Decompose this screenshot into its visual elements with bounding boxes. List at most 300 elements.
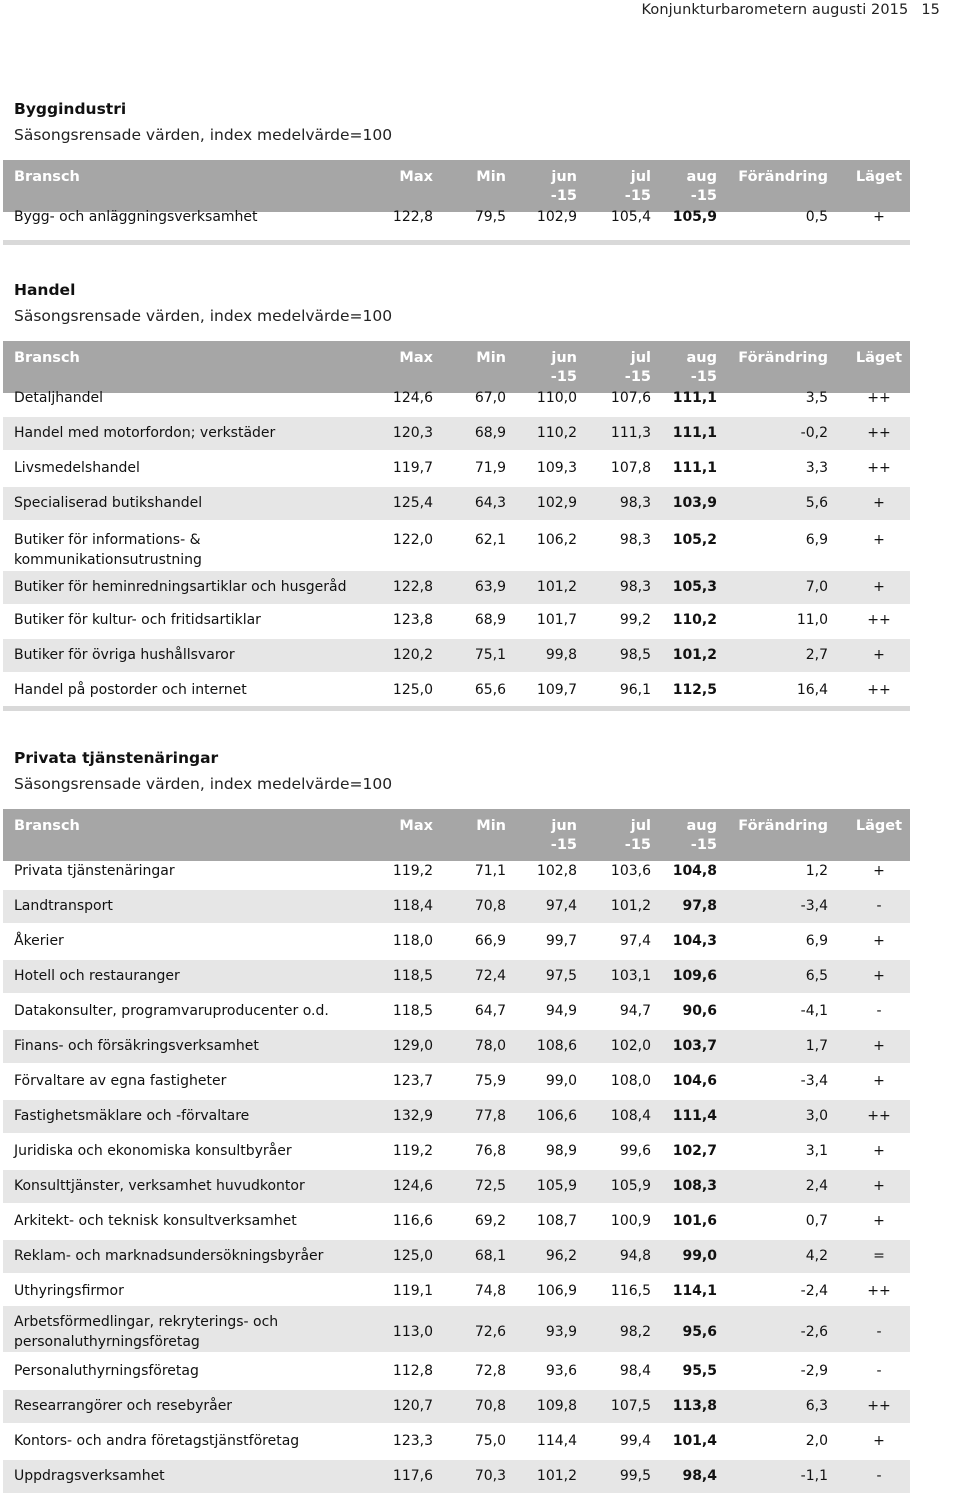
value-laget: ++ (867, 612, 891, 628)
branch-name-line: Researrangörer och resebyråer (14, 1398, 233, 1414)
value-max: 118,4 (392, 898, 433, 914)
value-jul: 98,3 (619, 532, 651, 548)
value-min: 66,9 (474, 933, 506, 949)
value-forandring: -1,1 (800, 1468, 828, 1484)
column-header-aug-year: -15 (690, 369, 717, 385)
branch-name (14, 896, 386, 916)
branch-name (14, 1396, 386, 1416)
table-row (3, 1460, 910, 1493)
value-max: 125,0 (392, 1248, 433, 1264)
table-row (3, 417, 910, 450)
value-min: 70,3 (474, 1468, 506, 1484)
value-laget: ++ (867, 682, 891, 698)
value-min: 72,6 (474, 1324, 506, 1340)
value-forandring: -2,9 (800, 1363, 828, 1379)
value-laget: + (873, 495, 885, 511)
column-header-jun-month: jun (551, 350, 577, 366)
table-row (3, 925, 910, 958)
table-row (3, 452, 910, 485)
value-forandring: 2,0 (805, 1433, 828, 1449)
value-aug: 111,1 (672, 425, 717, 441)
branch-name-line: Uthyringsfirmor (14, 1283, 124, 1299)
table-row (3, 674, 910, 707)
branch-name (14, 645, 386, 665)
page-number: 15 (921, 2, 940, 18)
value-jun: 98,9 (545, 1143, 577, 1159)
column-header-aug-month: aug (686, 818, 717, 834)
value-forandring: 3,3 (805, 460, 828, 476)
value-jul: 111,3 (610, 425, 651, 441)
value-max: 120,2 (392, 647, 433, 663)
value-jul: 99,4 (619, 1433, 651, 1449)
value-max: 124,6 (392, 1178, 433, 1194)
value-jun: 99,8 (545, 647, 577, 663)
value-aug: 110,2 (672, 612, 717, 628)
branch-name-line: Hotell och restauranger (14, 968, 180, 984)
value-aug: 105,3 (672, 579, 717, 595)
branch-name (14, 1106, 386, 1126)
table-row (3, 960, 910, 993)
report-title: Konjunkturbarometern augusti 2015 (641, 2, 909, 18)
value-aug: 98,4 (682, 1468, 717, 1484)
value-jul: 107,8 (610, 460, 651, 476)
branch-name (14, 207, 386, 227)
value-min: 72,4 (474, 968, 506, 984)
value-aug: 114,1 (672, 1283, 717, 1299)
column-header-min: Min (476, 169, 506, 185)
value-max: 119,2 (392, 863, 433, 879)
column-header-forandring: Förändring (738, 350, 828, 366)
value-jun: 99,0 (545, 1073, 577, 1089)
value-forandring: -0,2 (800, 425, 828, 441)
branch-name-line: Juridiska och ekonomiska konsultbyråer (14, 1143, 292, 1159)
value-max: 118,5 (392, 968, 433, 984)
value-max: 118,0 (392, 933, 433, 949)
branch-name-line: Landtransport (14, 898, 113, 914)
value-jun: 109,8 (536, 1398, 577, 1414)
table-row (3, 1065, 910, 1098)
branch-name-line: Handel på postorder och internet (14, 682, 247, 698)
table-header (3, 809, 910, 861)
value-jul: 107,5 (610, 1398, 651, 1414)
value-aug: 109,6 (672, 968, 717, 984)
value-forandring: 3,1 (805, 1143, 828, 1159)
value-jul: 103,1 (610, 968, 651, 984)
value-forandring: 6,5 (805, 968, 828, 984)
column-header-min: Min (476, 818, 506, 834)
branch-name-line: Detaljhandel (14, 390, 103, 406)
column-header-laget: Läget (855, 350, 903, 366)
column-header-jul (625, 817, 651, 855)
value-min: 67,0 (474, 390, 506, 406)
value-forandring: 3,5 (805, 390, 828, 406)
value-forandring: 16,4 (796, 682, 828, 698)
branch-name (14, 1361, 386, 1381)
value-laget: - (876, 898, 882, 914)
value-jul: 105,4 (610, 209, 651, 225)
column-header-bransch: Bransch (14, 818, 80, 834)
value-jul: 102,0 (610, 1038, 651, 1054)
table-row (3, 571, 910, 604)
branch-name-line: Reklam- och marknadsundersökningsbyråer (14, 1248, 324, 1264)
value-min: 75,0 (474, 1433, 506, 1449)
value-aug: 103,9 (672, 495, 717, 511)
column-header-jun-month: jun (551, 818, 577, 834)
value-laget: - (876, 1363, 882, 1379)
value-max: 116,6 (392, 1213, 433, 1229)
value-max: 122,8 (392, 209, 433, 225)
column-header-jun-month: jun (551, 169, 577, 185)
value-aug: 101,2 (672, 647, 717, 663)
value-jul: 105,9 (610, 1178, 651, 1194)
branch-name-line: Livsmedelshandel (14, 460, 140, 476)
value-laget: + (873, 933, 885, 949)
column-header-bransch: Bransch (14, 169, 80, 185)
branch-name (14, 1281, 386, 1301)
value-forandring: 6,9 (805, 933, 828, 949)
column-header-jun-year: -15 (550, 837, 577, 853)
value-jul: 99,2 (619, 612, 651, 628)
value-aug: 101,4 (672, 1433, 717, 1449)
value-forandring: 4,2 (805, 1248, 828, 1264)
value-min: 70,8 (474, 1398, 506, 1414)
branch-name-line: Butiker för kultur- och fritidsartiklar (14, 612, 261, 628)
branch-name-line: Handel med motorfordon; verkstäder (14, 425, 276, 441)
value-aug: 105,2 (672, 532, 717, 548)
table-row (3, 1275, 910, 1308)
value-max: 120,3 (392, 425, 433, 441)
column-header-aug-year: -15 (690, 188, 717, 204)
branch-name (14, 610, 386, 630)
value-min: 79,5 (474, 209, 506, 225)
value-aug: 113,8 (672, 1398, 717, 1414)
value-forandring: 7,0 (805, 579, 828, 595)
value-laget: + (873, 1213, 885, 1229)
column-header-forandring: Förändring (738, 818, 828, 834)
value-forandring: 2,4 (805, 1178, 828, 1194)
value-max: 125,0 (392, 682, 433, 698)
value-forandring: -3,4 (800, 898, 828, 914)
branch-name-line: Bygg- och anläggningsverksamhet (14, 209, 258, 225)
table-row (3, 1135, 910, 1168)
value-jul: 98,4 (619, 1363, 651, 1379)
value-aug: 95,6 (682, 1324, 717, 1340)
value-jun: 101,7 (536, 612, 577, 628)
value-laget: + (873, 968, 885, 984)
value-jun: 110,0 (536, 390, 577, 406)
value-forandring: 2,7 (805, 647, 828, 663)
table-row (3, 855, 910, 888)
table-row (3, 487, 910, 520)
value-laget: = (873, 1248, 885, 1264)
value-jun: 96,2 (545, 1248, 577, 1264)
branch-name-line: Personaluthyrningsföretag (14, 1363, 199, 1379)
table-row (3, 1355, 910, 1388)
value-jun: 108,6 (536, 1038, 577, 1054)
value-max: 123,3 (392, 1433, 433, 1449)
value-forandring: 6,9 (805, 532, 828, 548)
table-row (3, 1425, 910, 1458)
value-jul: 99,6 (619, 1143, 651, 1159)
branch-name (14, 680, 386, 700)
value-max: 122,0 (392, 532, 433, 548)
value-jun: 94,9 (545, 1003, 577, 1019)
column-header-max: Max (399, 818, 433, 834)
value-max: 120,7 (392, 1398, 433, 1414)
value-laget: ++ (867, 1398, 891, 1414)
value-min: 69,2 (474, 1213, 506, 1229)
value-jul: 99,5 (619, 1468, 651, 1484)
value-laget: + (873, 863, 885, 879)
value-aug: 105,9 (672, 209, 717, 225)
branch-name (14, 861, 386, 881)
value-min: 64,3 (474, 495, 506, 511)
value-laget: + (873, 579, 885, 595)
value-jun: 101,2 (536, 579, 577, 595)
value-jul: 97,4 (619, 933, 651, 949)
column-header-laget: Läget (855, 169, 903, 185)
branch-name (14, 388, 386, 408)
column-header-jul-year: -15 (624, 837, 651, 853)
value-min: 68,9 (474, 425, 506, 441)
value-forandring: 1,2 (805, 863, 828, 879)
branch-name (14, 1211, 386, 1231)
value-min: 68,9 (474, 612, 506, 628)
value-jul: 100,9 (610, 1213, 651, 1229)
section-subtitle: Säsongsrensade värden, index medelvärde=100 (14, 126, 393, 144)
value-forandring: 3,0 (805, 1108, 828, 1124)
value-max: 119,7 (392, 460, 433, 476)
branch-name-line: personaluthyrningsföretag (14, 1334, 200, 1350)
value-forandring: 0,7 (805, 1213, 828, 1229)
section-title: Handel (14, 281, 76, 299)
value-min: 77,8 (474, 1108, 506, 1124)
value-jul: 94,7 (619, 1003, 651, 1019)
value-max: 122,8 (392, 579, 433, 595)
value-aug: 99,0 (682, 1248, 717, 1264)
page-header (642, 2, 940, 18)
value-laget: + (873, 1038, 885, 1054)
value-forandring: 6,3 (805, 1398, 828, 1414)
column-header-jun-year: -15 (550, 188, 577, 204)
column-header-jul-month: jul (630, 169, 651, 185)
value-jun: 114,4 (536, 1433, 577, 1449)
value-forandring: 11,0 (796, 612, 828, 628)
branch-name (14, 1141, 386, 1161)
value-aug: 112,5 (672, 682, 717, 698)
value-jul: 116,5 (610, 1283, 651, 1299)
value-jul: 108,4 (610, 1108, 651, 1124)
column-header-aug-year: -15 (690, 837, 717, 853)
value-laget: - (876, 1324, 882, 1340)
value-min: 75,9 (474, 1073, 506, 1089)
section-subtitle: Säsongsrensade värden, index medelvärde=100 (14, 307, 393, 325)
value-jul: 103,6 (610, 863, 651, 879)
value-jun: 97,4 (545, 898, 577, 914)
value-jun: 109,7 (536, 682, 577, 698)
value-jun: 102,8 (536, 863, 577, 879)
value-max: 123,7 (392, 1073, 433, 1089)
value-min: 68,1 (474, 1248, 506, 1264)
branch-name (14, 423, 386, 443)
column-header-jul-year: -15 (624, 369, 651, 385)
column-header-laget: Läget (855, 818, 903, 834)
value-aug: 104,6 (672, 1073, 717, 1089)
branch-name-line: Konsulttjänster, verksamhet huvudkontor (14, 1178, 305, 1194)
value-min: 72,5 (474, 1178, 506, 1194)
value-max: 113,0 (392, 1324, 433, 1340)
value-aug: 111,1 (672, 390, 717, 406)
value-aug: 108,3 (672, 1178, 717, 1194)
value-jun: 106,2 (536, 532, 577, 548)
value-aug: 103,7 (672, 1038, 717, 1054)
value-laget: + (873, 1178, 885, 1194)
table-row (3, 201, 910, 234)
section-divider (3, 706, 910, 711)
column-header-max: Max (399, 350, 433, 366)
value-max: 132,9 (392, 1108, 433, 1124)
branch-name (14, 493, 386, 513)
value-forandring: -3,4 (800, 1073, 828, 1089)
value-forandring: -4,1 (800, 1003, 828, 1019)
value-jun: 110,2 (536, 425, 577, 441)
value-min: 63,9 (474, 579, 506, 595)
branch-name-line: Specialiserad butikshandel (14, 495, 203, 511)
value-max: 119,1 (392, 1283, 433, 1299)
value-aug: 97,8 (682, 898, 717, 914)
value-min: 74,8 (474, 1283, 506, 1299)
value-forandring: 5,6 (805, 495, 828, 511)
value-forandring: 0,5 (805, 209, 828, 225)
value-max: 112,8 (392, 1363, 433, 1379)
value-jul: 98,2 (619, 1324, 651, 1340)
value-min: 78,0 (474, 1038, 506, 1054)
value-jun: 99,7 (545, 933, 577, 949)
value-jul: 98,3 (619, 495, 651, 511)
value-max: 118,5 (392, 1003, 433, 1019)
table-row (3, 1170, 910, 1203)
column-header-max: Max (399, 169, 433, 185)
branch-name (14, 458, 386, 478)
value-laget: - (876, 1468, 882, 1484)
value-min: 62,1 (474, 532, 506, 548)
table-row (3, 1390, 910, 1423)
value-forandring: -2,6 (800, 1324, 828, 1340)
value-laget: ++ (867, 1108, 891, 1124)
value-aug: 111,1 (672, 460, 717, 476)
branch-name (14, 1246, 386, 1266)
branch-name-line: Arbetsförmedlingar, rekryterings- och (14, 1314, 279, 1330)
branch-name-line: Butiker för övriga hushållsvaror (14, 647, 235, 663)
branch-name-line: Butiker för heminredningsartiklar och husgeråd (14, 579, 347, 595)
branch-name-line: Arkitekt- och teknisk konsultverksamhet (14, 1213, 297, 1229)
value-laget: ++ (867, 390, 891, 406)
value-jun: 101,2 (536, 1468, 577, 1484)
branch-name (14, 1466, 386, 1486)
value-aug: 102,7 (672, 1143, 717, 1159)
value-jul: 98,5 (619, 647, 651, 663)
value-forandring: 1,7 (805, 1038, 828, 1054)
branch-name-line: Datakonsulter, programvaruproducenter o.d. (14, 1003, 329, 1019)
table-row (3, 524, 910, 569)
branch-name-line: Kontors- och andra företagstjänstföretag (14, 1433, 300, 1449)
value-jun: 106,9 (536, 1283, 577, 1299)
value-max: 124,6 (392, 390, 433, 406)
branch-name-line: Butiker för informations- & (14, 532, 201, 548)
branch-name-line: Förvaltare av egna fastigheter (14, 1073, 227, 1089)
value-aug: 101,6 (672, 1213, 717, 1229)
branch-name (14, 1001, 386, 1021)
value-forandring: -2,4 (800, 1283, 828, 1299)
value-laget: - (876, 1003, 882, 1019)
column-header-aug-month: aug (686, 350, 717, 366)
value-max: 117,6 (392, 1468, 433, 1484)
value-jun: 106,6 (536, 1108, 577, 1124)
value-jun: 102,9 (536, 495, 577, 511)
branch-name-line: Fastighetsmäklare och -förvaltare (14, 1108, 250, 1124)
value-min: 64,7 (474, 1003, 506, 1019)
branch-name (14, 577, 386, 597)
branch-name-line: Privata tjänstenäringar (14, 863, 175, 879)
value-min: 71,1 (474, 863, 506, 879)
value-jun: 108,7 (536, 1213, 577, 1229)
value-min: 75,1 (474, 647, 506, 663)
table-row (3, 639, 910, 672)
table-row (3, 1030, 910, 1063)
branch-name (14, 1176, 386, 1196)
value-jun: 93,9 (545, 1324, 577, 1340)
section-title: Byggindustri (14, 100, 127, 118)
value-jun: 102,9 (536, 209, 577, 225)
branch-name (14, 1312, 386, 1352)
table-row (3, 995, 910, 1028)
value-laget: + (873, 1143, 885, 1159)
branch-name-line: Uppdragsverksamhet (14, 1468, 165, 1484)
branch-name-line: kommunikationsutrustning (14, 552, 202, 568)
table-row (3, 1205, 910, 1238)
branch-name (14, 1036, 386, 1056)
value-min: 65,6 (474, 682, 506, 698)
value-laget: ++ (867, 1283, 891, 1299)
column-header-forandring: Förändring (738, 169, 828, 185)
section-subtitle: Säsongsrensade värden, index medelvärde=100 (14, 775, 393, 793)
column-header-aug-month: aug (686, 169, 717, 185)
value-min: 76,8 (474, 1143, 506, 1159)
value-laget: + (873, 532, 885, 548)
column-header-min: Min (476, 350, 506, 366)
column-header-jul-month: jul (630, 818, 651, 834)
column-header-jun (551, 817, 577, 855)
value-aug: 90,6 (682, 1003, 717, 1019)
column-header-aug (687, 817, 718, 855)
value-laget: + (873, 1433, 885, 1449)
value-laget: + (873, 209, 885, 225)
value-jun: 93,6 (545, 1363, 577, 1379)
value-jul: 96,1 (619, 682, 651, 698)
value-min: 71,9 (474, 460, 506, 476)
value-min: 70,8 (474, 898, 506, 914)
branch-name (14, 530, 386, 570)
value-max: 119,2 (392, 1143, 433, 1159)
column-header-jun-year: -15 (550, 369, 577, 385)
value-jul: 94,8 (619, 1248, 651, 1264)
value-max: 129,0 (392, 1038, 433, 1054)
section-title: Privata tjänstenäringar (14, 749, 219, 767)
branch-name (14, 1431, 386, 1451)
branch-name (14, 931, 386, 951)
table-row (3, 890, 910, 923)
table-row (3, 1100, 910, 1133)
